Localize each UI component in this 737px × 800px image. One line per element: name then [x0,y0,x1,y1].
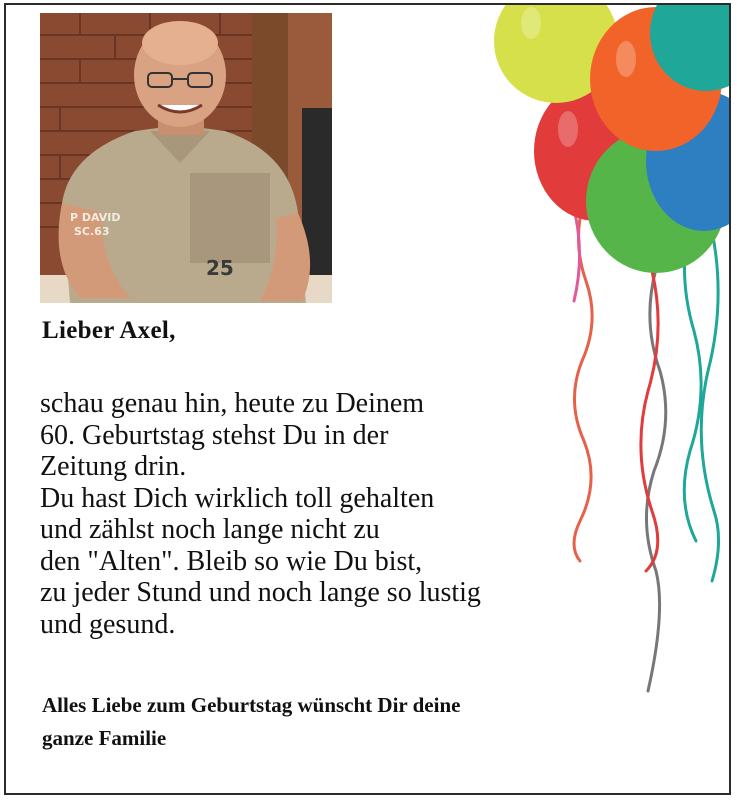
shirt-text: P DAVID [70,211,121,224]
poem-line: zu jeder Stund und noch lange so lustig [40,577,481,608]
birthday-card [4,3,731,795]
shirt-text: SC.63 [74,225,110,238]
poem-line: Du hast Dich wirklich toll gehalten [40,482,435,514]
closing-line: ganze Familie [42,726,167,750]
birthday-poem [40,388,640,640]
poem-line: Zeitung drin. [40,451,187,482]
greeting-heading: Lieber Axel, [42,317,176,344]
closing-signature [42,689,460,755]
poem-line: und zählst noch lange nicht zu [40,514,380,545]
poem-line: 60. Geburtstag stehst Du in der [40,419,389,451]
portrait-photo [40,13,332,303]
poem-line: den "Alten". Bleib so wie Du bist, [40,545,423,577]
shirt-number: 25 [206,256,234,280]
closing-line: Alles Liebe zum Geburtstag wünscht Dir deine [42,693,461,717]
poem-line: schau genau hin, heute zu Deinem [40,388,425,419]
poem-line: und gesund. [40,608,176,640]
